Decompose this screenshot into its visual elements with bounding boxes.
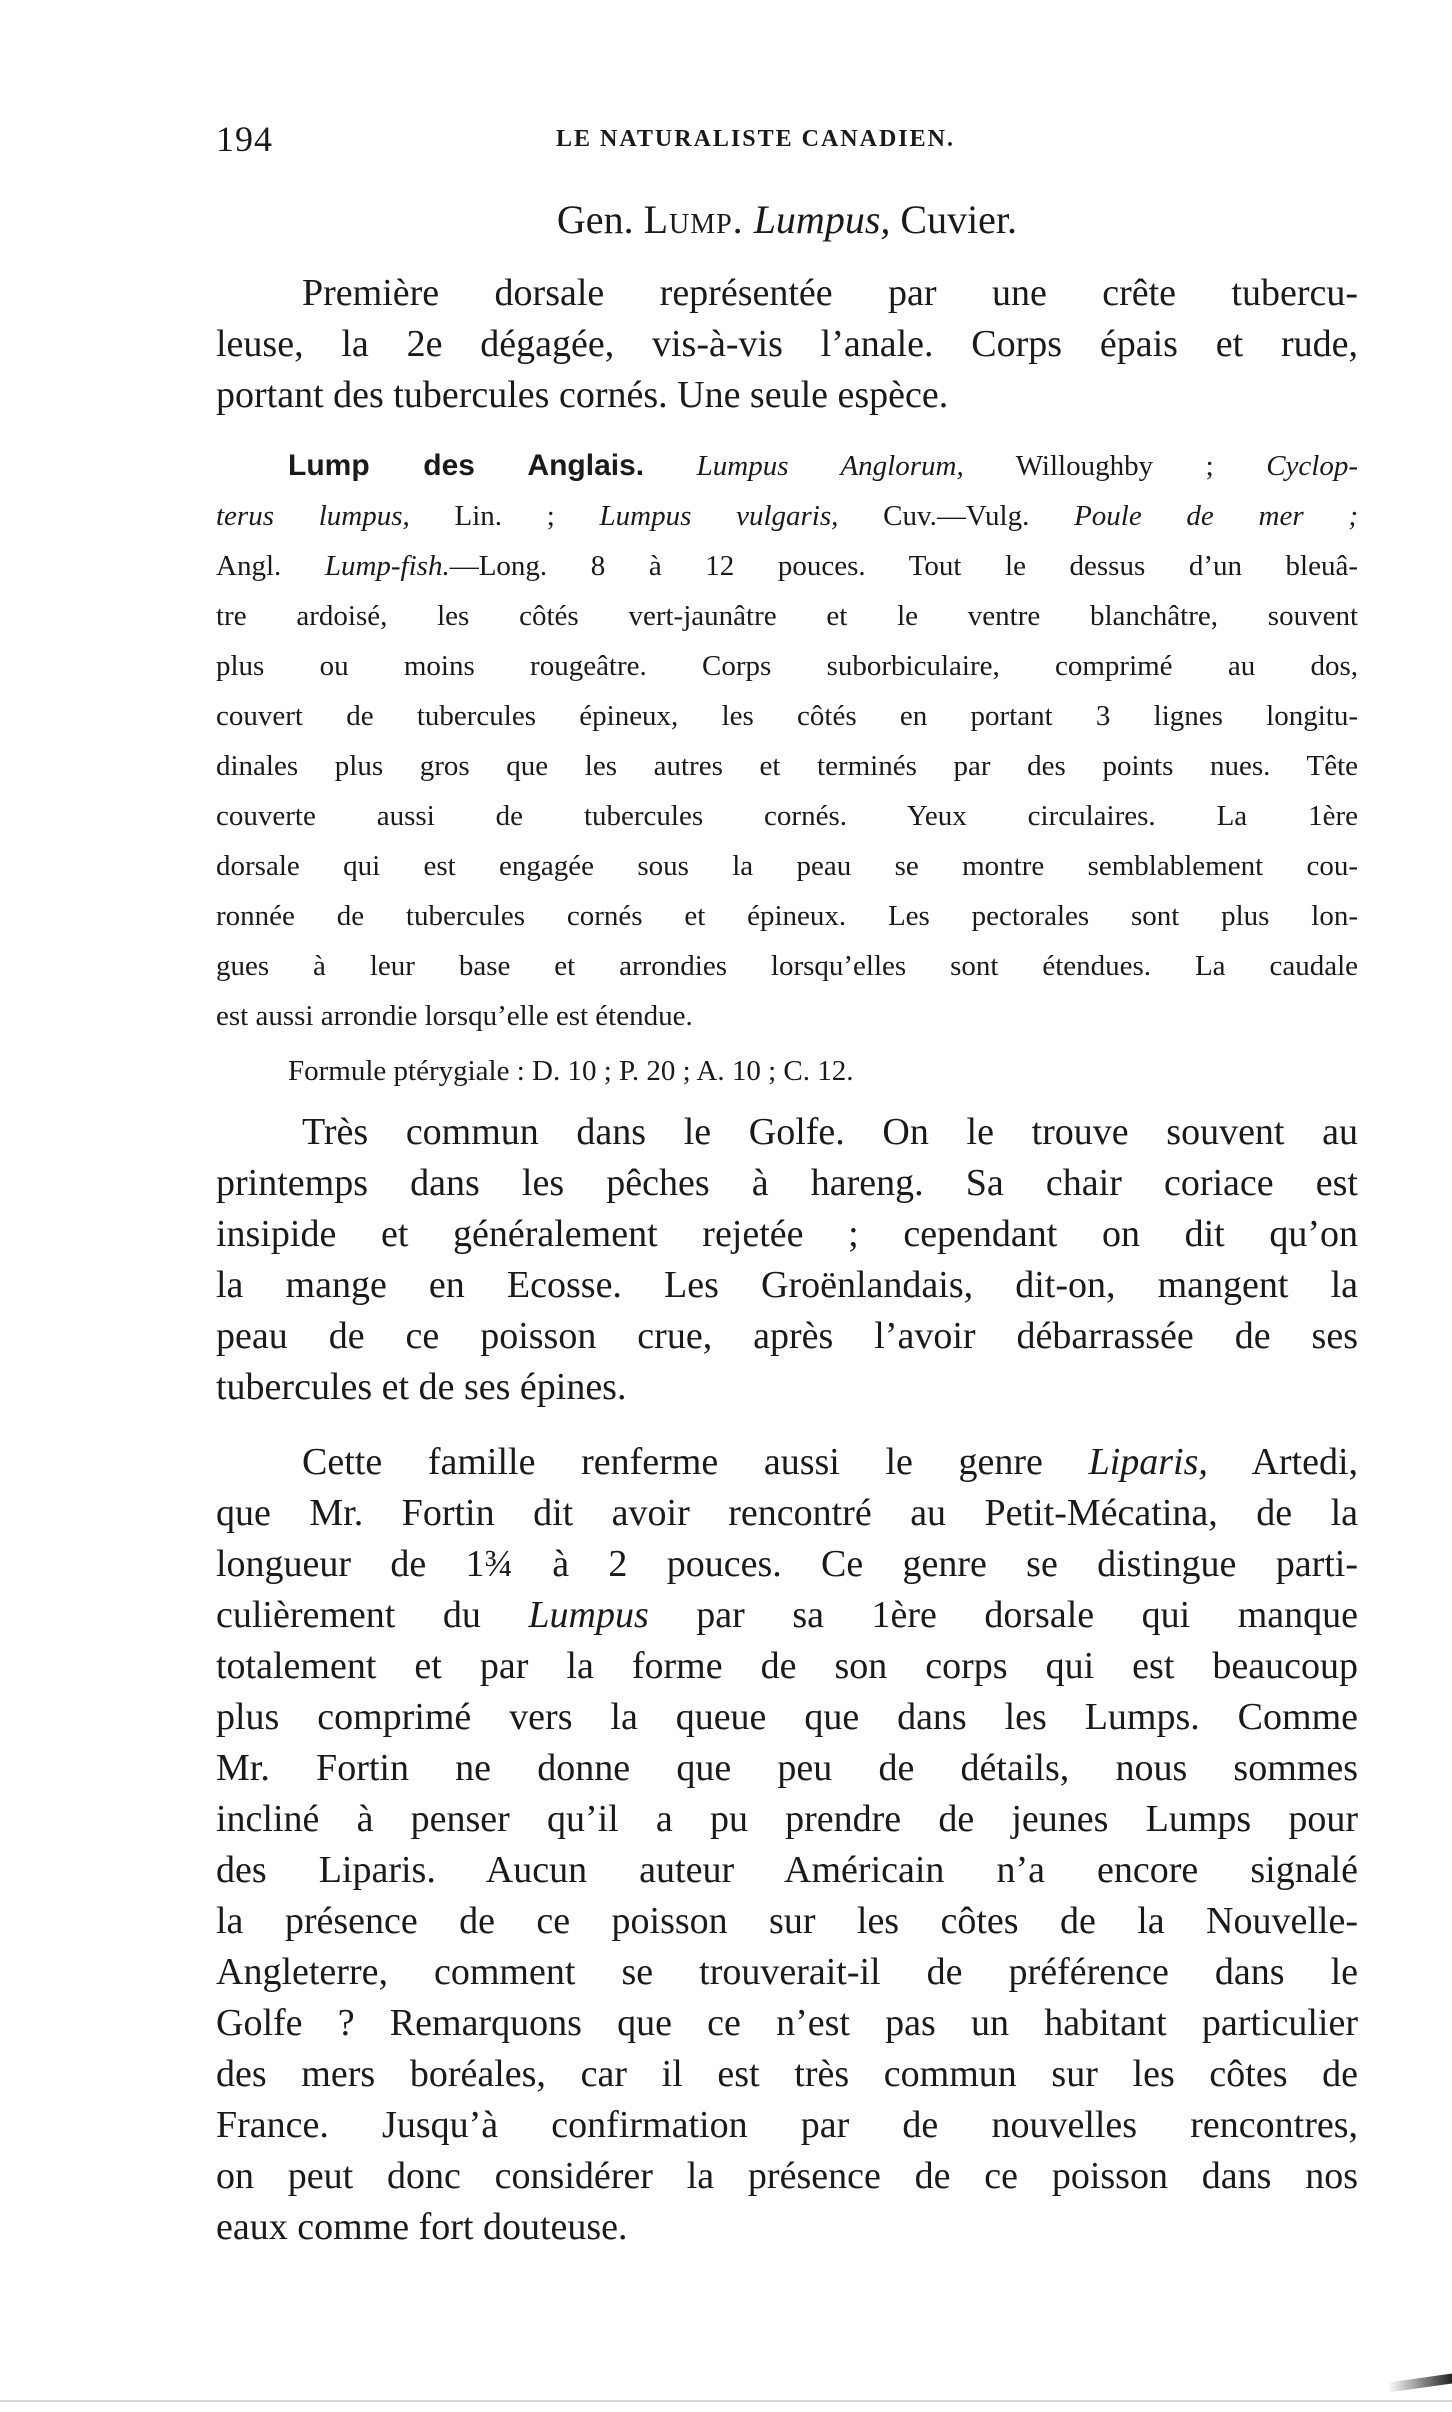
paragraph-genus-description	[216, 268, 1358, 421]
synonym-fragment: Cyclop-	[1266, 450, 1358, 482]
paragraph-habitat	[216, 1107, 1358, 1413]
text-line: Formule ptérygiale : D. 10 ; P. 20 ; A. 10 ; C. 12.	[288, 1055, 854, 1087]
text-line: Angleterre, comment se trouverait-il de préférence dans le	[216, 1951, 1358, 1993]
text-line: Mr. Fortin ne donne que peu de détails, nous sommes	[216, 1747, 1358, 1789]
genus-latin: Lumpus,	[753, 197, 891, 242]
text-fragment: Cette famille renferme aussi le genre	[302, 1441, 1043, 1483]
species-authority: Willoughby ;	[1015, 450, 1214, 482]
running-head: LE NATURALISTE CANADIEN.	[556, 126, 955, 152]
english-name: Lump-fish.	[324, 550, 450, 582]
text-line: Très commun dans le Golfe. On le trouve souvent au	[302, 1111, 1358, 1153]
text-line: France. Jusqu’à confirmation par de nouvelles rencontres,	[216, 2104, 1358, 2146]
text-line: des Liparis. Aucun auteur Américain n’a encore signalé	[216, 1849, 1358, 1891]
paragraph-species-description	[216, 441, 1358, 1041]
text-line: des mers boréales, car il est très commun sur les côtes de	[216, 2053, 1358, 2095]
text-line: totalement et par la forme de son corps qui est beaucoup	[216, 1645, 1358, 1687]
text-line: eaux comme fort douteuse.	[216, 2206, 628, 2248]
vulgar-name: Poule de mer ;	[1074, 500, 1358, 532]
text-line: couvert de tubercules épineux, les côtés en portant 3 lignes longitu-	[216, 700, 1358, 732]
page-header	[216, 118, 1358, 168]
genus-author: Cuvier.	[900, 197, 1018, 242]
text-fragment: Artedi,	[1251, 1441, 1359, 1483]
page-number: 194	[216, 119, 273, 159]
text-line	[216, 541, 1358, 591]
synonym-authority: Cuv.—Vulg.	[883, 500, 1030, 532]
genus-liparis: Liparis,	[1088, 1441, 1208, 1483]
paragraph-liparis	[216, 1437, 1358, 2253]
genus-name: Lump.	[643, 197, 744, 242]
page-bottom-edge	[0, 2400, 1452, 2402]
text-line: plus comprimé vers la queue que dans les Lumps. Comme	[216, 1696, 1358, 1738]
genus-prefix: Gen.	[556, 197, 634, 242]
genus-heading	[216, 196, 1358, 244]
text-line: longueur de 1¾ à 2 pouces. Ce genre se distingue parti-	[216, 1543, 1358, 1585]
text-fragment: par sa 1ère dorsale qui manque	[696, 1594, 1358, 1636]
text-line: plus ou moins rougeâtre. Corps suborbiculaire, comprimé au dos,	[216, 650, 1358, 682]
fin-formula	[216, 1046, 1358, 1096]
synonym-authority: Lin. ;	[454, 500, 555, 532]
text-line: est aussi arrondie lorsqu’elle est étendue.	[216, 1000, 693, 1032]
text-line: gues à leur base et arrondies lorsqu’elles sont étendues. La caudale	[216, 950, 1358, 982]
text-line: leuse, la 2e dégagée, vis-à-vis l’anale. Corps épais et rude,	[216, 323, 1358, 365]
text-line: dinales plus gros que les autres et terminés par des points nues. Tête	[216, 750, 1358, 782]
text-line: Première dorsale représentée par une crête tubercu-	[302, 272, 1358, 314]
text-line: que Mr. Fortin dit avoir rencontré au Petit-Mécatina, de la	[216, 1492, 1358, 1534]
text-line: Golfe ? Remarquons que ce n’est pas un habitant particulier	[216, 2002, 1358, 2044]
text-line: couverte aussi de tubercules cornés. Yeux circulaires. La 1ère	[216, 800, 1358, 832]
text-line: incliné à penser qu’il a pu prendre de jeunes Lumps pour	[216, 1798, 1358, 1840]
text-line: peau de ce poisson crue, après l’avoir débarrassée de ses	[216, 1315, 1358, 1357]
text-line: la présence de ce poisson sur les côtes de la Nouvelle-	[216, 1900, 1358, 1942]
text-line: tubercules et de ses épines.	[216, 1366, 627, 1408]
text-line: printemps dans les pêches à hareng. Sa chair coriace est	[216, 1162, 1358, 1204]
scan-edge-mark	[1388, 2374, 1452, 2393]
text-line: on peut donc considérer la présence de ce poisson dans nos	[216, 2155, 1358, 2197]
text-line	[216, 1437, 1358, 1488]
text-fragment: —Long. 8 à 12 pouces. Tout le dessus d’un bleuâ-	[449, 550, 1359, 582]
text-line	[216, 441, 1358, 491]
text-line: tre ardoisé, les côtés vert-jaunâtre et le ventre blanchâtre, souvent	[216, 600, 1358, 632]
species-latin: Lumpus Anglorum,	[696, 450, 964, 482]
text-line: insipide et généralement rejetée ; cependant on dit qu’on	[216, 1213, 1358, 1255]
text-fragment: Angl.	[216, 550, 282, 582]
text-line	[216, 491, 1358, 541]
text-line: ronnée de tubercules cornés et épineux. Les pectorales sont plus lon-	[216, 900, 1358, 932]
text-line	[216, 1590, 1358, 1641]
text-line: dorsale qui est engagée sous la peau se montre semblablement cou-	[216, 850, 1358, 882]
genus-lumpus: Lumpus	[528, 1594, 649, 1636]
text-fragment: culièrement du	[216, 1594, 481, 1636]
text-line: portant des tubercules cornés. Une seule espèce.	[216, 374, 949, 416]
synonym: terus lumpus,	[216, 500, 410, 532]
text-line: la mange en Ecosse. Les Groënlandais, dit-on, mangent la	[216, 1264, 1358, 1306]
species-name: Lump des Anglais.	[288, 449, 645, 482]
synonym: Lumpus vulgaris,	[599, 500, 839, 532]
